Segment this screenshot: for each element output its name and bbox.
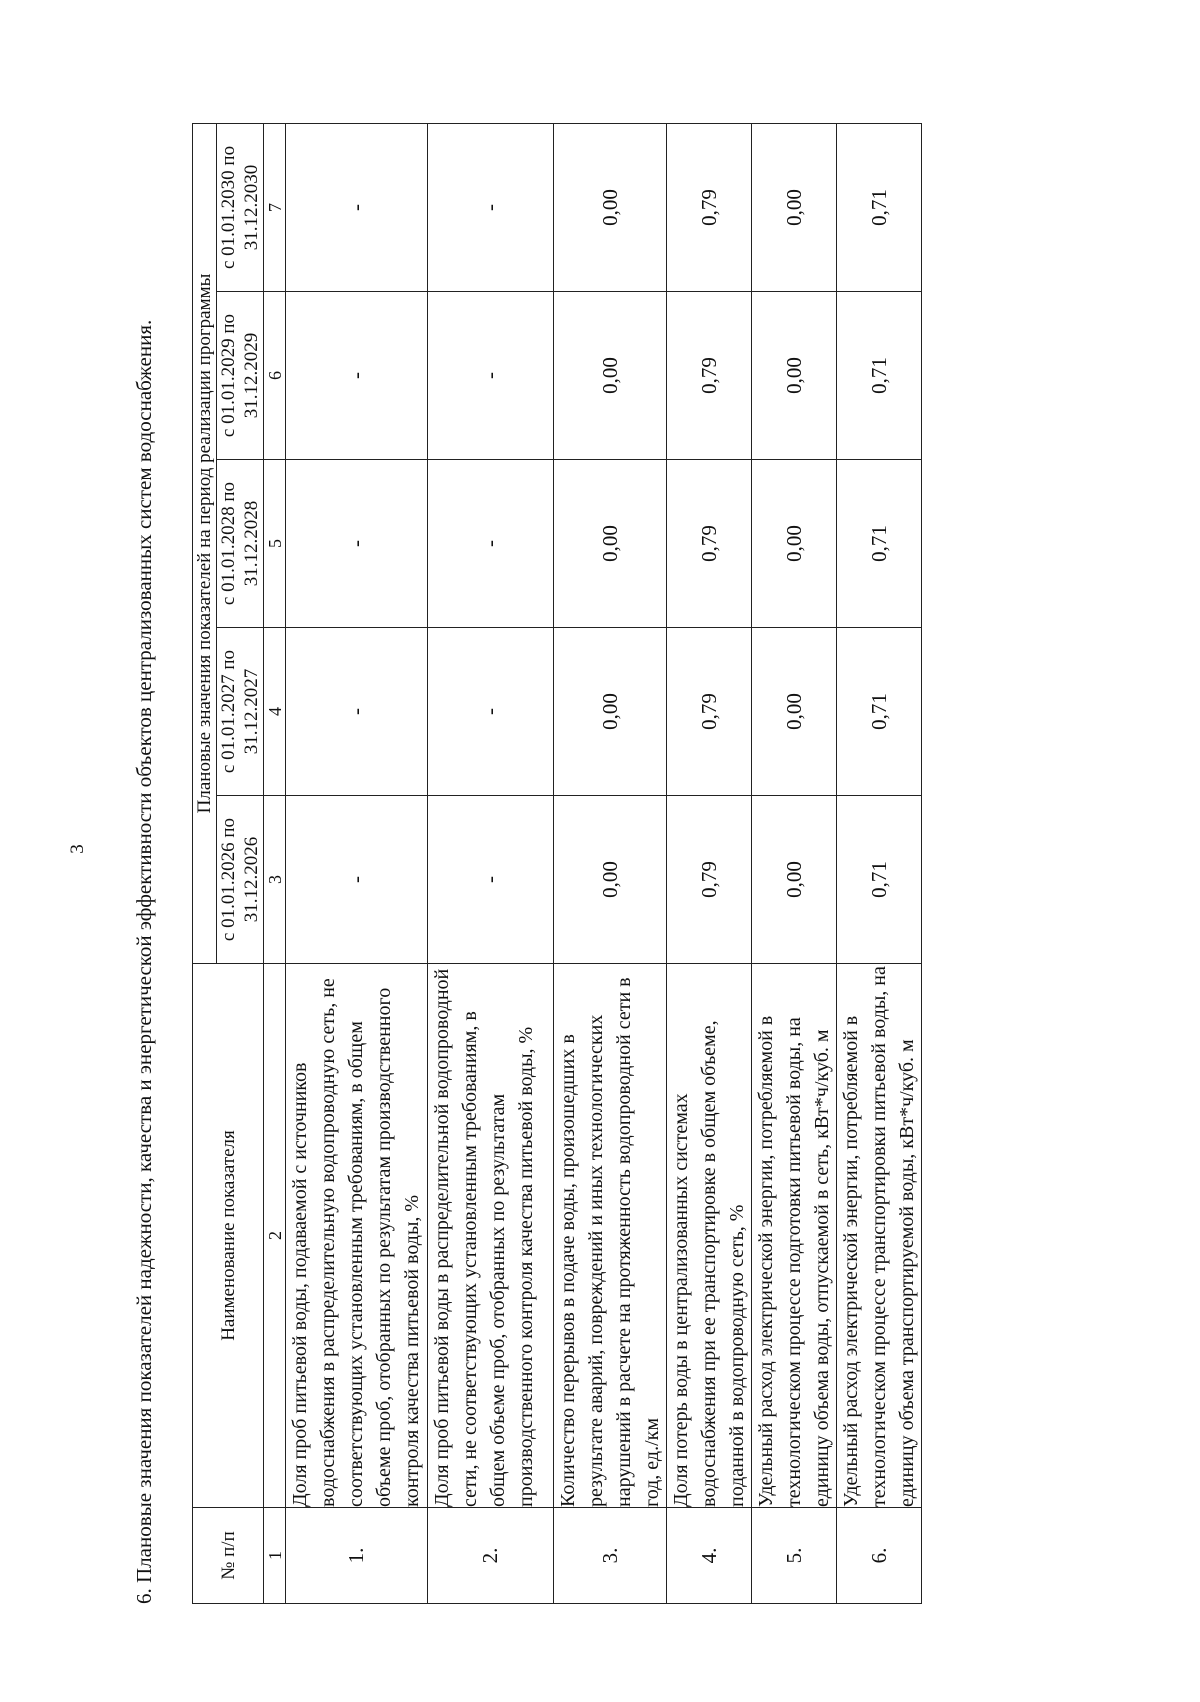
table-row bbox=[837, 123, 922, 1603]
row-number: 5. bbox=[752, 1508, 837, 1604]
rotated-page-content bbox=[130, 124, 1200, 1604]
indicator-value: 0,71 bbox=[837, 460, 922, 628]
indicator-value: - bbox=[286, 796, 428, 964]
indicator-name: Удельный расход электрической энергии, потребляемой в технологическом процессе подготовки питьевой воды, на единицу объема воды, отпускаемой в сеть, кВт*ч/куб. м bbox=[752, 964, 837, 1508]
indicator-value: 0,00 bbox=[752, 292, 837, 460]
column-number-row bbox=[264, 123, 286, 1603]
header-period: с 01.01.2028 по 31.12.2028 bbox=[217, 460, 264, 628]
indicator-value: - bbox=[428, 628, 554, 796]
table-row bbox=[752, 123, 837, 1603]
indicator-value: 0,00 bbox=[554, 796, 667, 964]
table-row bbox=[667, 123, 752, 1603]
indicator-value: 0,71 bbox=[837, 292, 922, 460]
indicator-value: - bbox=[286, 123, 428, 291]
indicator-value: 0,79 bbox=[667, 123, 752, 291]
indicator-value: 0,00 bbox=[752, 460, 837, 628]
table-row bbox=[286, 123, 428, 1603]
column-number: 2 bbox=[264, 964, 286, 1508]
header-period: с 01.01.2026 по 31.12.2026 bbox=[217, 796, 264, 964]
indicator-value: 0,71 bbox=[837, 628, 922, 796]
indicator-value: 0,79 bbox=[667, 796, 752, 964]
page-number: 3 bbox=[67, 844, 88, 854]
indicator-value: - bbox=[286, 628, 428, 796]
indicator-value: - bbox=[428, 123, 554, 291]
indicator-value: 0,00 bbox=[554, 628, 667, 796]
column-number: 7 bbox=[264, 123, 286, 291]
indicator-value: - bbox=[286, 292, 428, 460]
header-period: с 01.01.2029 по 31.12.2029 bbox=[217, 292, 264, 460]
indicator-value: - bbox=[428, 292, 554, 460]
table-row bbox=[554, 123, 667, 1603]
indicator-value: 0,00 bbox=[752, 796, 837, 964]
column-number: 5 bbox=[264, 460, 286, 628]
row-number: 2. bbox=[428, 1508, 554, 1604]
header-row-number: № п/п bbox=[193, 1508, 264, 1604]
indicators-table bbox=[192, 123, 922, 1604]
header-period: с 01.01.2027 по 31.12.2027 bbox=[217, 628, 264, 796]
indicator-name: Удельный расход электрической энергии, потребляемой в технологическом процессе транспортировки питьевой воды, на единицу объема транспортируемой воды, кВт*ч/куб. м bbox=[837, 964, 922, 1508]
indicator-value: - bbox=[286, 460, 428, 628]
indicator-name: Доля потерь воды в централизованных системах водоснабжения при ее транспортировке в общем объеме, поданной в водопроводную сеть, % bbox=[667, 964, 752, 1508]
header-planned-values: Плановые значения показателей на период реализации программы bbox=[193, 123, 217, 963]
indicator-value: 0,00 bbox=[554, 292, 667, 460]
section-heading: 6. Плановые значения показателей надежности, качества и энергетической эффективности объектов централизованных систем водоснабжения. bbox=[132, 319, 156, 1604]
indicator-value: 0,79 bbox=[667, 292, 752, 460]
indicator-value: 0,71 bbox=[837, 796, 922, 964]
row-number: 6. bbox=[837, 1508, 922, 1604]
header-indicator-name: Наименование показателя bbox=[193, 964, 264, 1508]
table-row bbox=[428, 123, 554, 1603]
indicator-value: 0,00 bbox=[752, 123, 837, 291]
indicator-value: 0,79 bbox=[667, 460, 752, 628]
column-number: 3 bbox=[264, 796, 286, 964]
indicator-value: 0,00 bbox=[554, 123, 667, 291]
indicator-value: - bbox=[428, 796, 554, 964]
row-number: 3. bbox=[554, 1508, 667, 1604]
column-number: 6 bbox=[264, 292, 286, 460]
row-number: 4. bbox=[667, 1508, 752, 1604]
row-number: 1. bbox=[286, 1508, 428, 1604]
header-period: с 01.01.2030 по 31.12.2030 bbox=[217, 123, 264, 291]
column-number: 4 bbox=[264, 628, 286, 796]
indicator-value: 0,00 bbox=[554, 460, 667, 628]
column-number: 1 bbox=[264, 1508, 286, 1604]
indicator-value: 0,71 bbox=[837, 123, 922, 291]
indicator-name: Доля проб питьевой воды в распределительной водопроводной сети, не соответствующих установленным требованиям, в общем объеме проб, отобранных по результатам производственного контроля качества питьевой воды, % bbox=[428, 964, 554, 1508]
indicator-value: 0,00 bbox=[752, 628, 837, 796]
indicator-name: Количество перерывов в подаче воды, произошедших в результате аварий, повреждений и иных технологических нарушений в расчете на протяженность водопроводной сети в год, ед./км bbox=[554, 964, 667, 1508]
indicator-value: - bbox=[428, 460, 554, 628]
indicator-value: 0,79 bbox=[667, 628, 752, 796]
indicator-name: Доля проб питьевой воды, подаваемой с источников водоснабжения в распределительную водопроводную сеть, не соответствующих установленным требованиям, в общем объеме проб, отобранных по результатам производственного контроля качества питьевой воды, % bbox=[286, 964, 428, 1508]
